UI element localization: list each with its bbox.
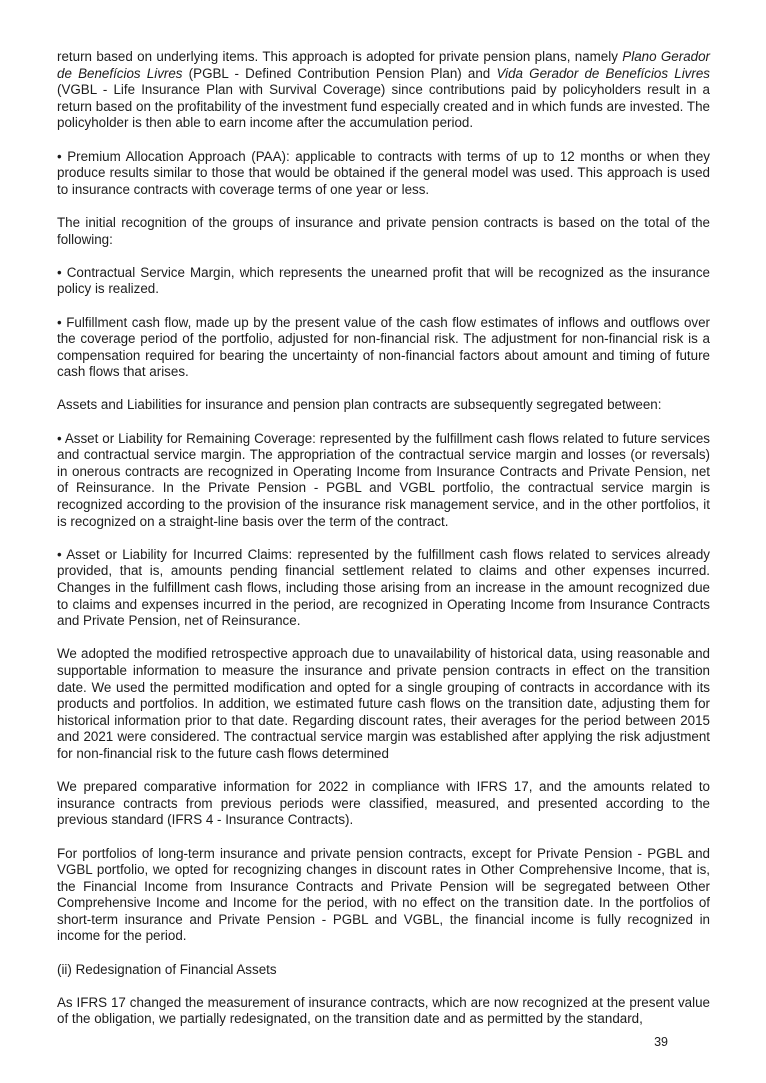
page-number: 39: [654, 1035, 668, 1049]
text-run: • Contractual Service Margin, which represents the unearned profit that will be recognized as the insurance policy is realized.: [57, 264, 710, 297]
paragraph: [57, 215, 710, 248]
paragraph: [57, 962, 710, 979]
paragraph: [57, 646, 710, 762]
text-run: The initial recognition of the groups of insurance and private pension contracts is based on the total of the following:: [57, 214, 710, 247]
text-run: • Asset or Liability for Incurred Claims: represented by the fulfillment cash flows related to services already provided, that is, amounts pending financial settlement related to claims and other expenses incurred. Changes in the fulfillment cash flows, including those arising from an increase in the amount recognized due to claims and expenses incurred in the period, are recognized in Operating Income from Insurance Contracts and Private Pension, net of Reinsurance.: [57, 546, 710, 629]
text-run: For portfolios of long-term insurance and private pension contracts, except for Private Pension - PGBL and VGBL portfolio, we opted for recognizing changes in discount rates in Other Comprehensive Income, that is, the Financial Income from Insurance Contracts and Private Pension will be segregated between Other Comprehensive Income and Income for the period, with no effect on the transition date. In the portfolios of short-term insurance and Private Pension - PGBL and VGBL, the financial income is fully recognized in income for the period.: [57, 845, 710, 944]
paragraph: [57, 265, 710, 298]
text-run: • Fulfillment cash flow, made up by the present value of the cash flow estimates of inflows and outflows over the coverage period of the portfolio, adjusted for non-financial risk. The adjustment for non-financial risk is a compensation required for bearing the uncertainty of non-financial factors about amount and timing of future cash flows that arises.: [57, 314, 710, 380]
paragraph: [57, 397, 710, 414]
text-run: Plano Gerador de Benefícios Livres: [57, 49, 710, 81]
text-run: (VGBL - Life Insurance Plan with Survival Coverage) since contributions paid by policyholders result in a return based on the profitability of the investment fund especially created and in which funds are invested. The policyholder is then able to earn income after the accumulation period.: [57, 82, 710, 131]
text-run: • Asset or Liability for Remaining Coverage: represented by the fulfillment cash flows related to future services and contractual service margin. The appropriation of the contractual service margin and losses (or reversals) in onerous contracts are recognized in Operating Income from Insurance Contracts and Private Pension, net of Reinsurance. In the Private Pension - PGBL and VGBL portfolio, the contractual service margin is recognized according to the provision of the insurance risk management service, and in the other portfolios, it is recognized on a straight-line basis over the term of the contract.: [57, 430, 710, 529]
text-run: We prepared comparative information for 2022 in compliance with IFRS 17, and the amounts related to insurance contracts from previous periods were classified, measured, and presented according to the previous standard (IFRS 4 - Insurance Contracts).: [57, 779, 710, 828]
text-run: We adopted the modified retrospective approach due to unavailability of historical data, using reasonable and supportable information to measure the insurance and private pension contracts in effect on the transition date. We used the permitted modification and opted for a single grouping of contracts in accordance with its products and portfolios. In addition, we estimated future cash flows on the transition date, adjusting them for historical information prior to that date. Regarding discount rates, their averages for the period between 2015 and 2021 were considered. The contractual service margin was established after applying the risk adjustment for non-financial risk to the future cash flows determined: [57, 646, 710, 761]
text-run: (PGBL - Defined Contribution Pension Plan) and: [182, 65, 497, 81]
text-run: Assets and Liabilities for insurance and pension plan contracts are subsequently segregated between:: [57, 397, 662, 413]
text-run: (ii) Redesignation of Financial Assets: [57, 961, 277, 977]
text-run: Vida Gerador de Benefícios Livres: [496, 65, 710, 81]
text-run: • Premium Allocation Approach (PAA): applicable to contracts with terms of up to 12 months or when they produce results similar to those that would be obtained if the general model was used. This approach is used to insurance contracts with coverage terms of one year or less.: [57, 148, 710, 197]
paragraph: [57, 431, 710, 531]
text-run: As IFRS 17 changed the measurement of insurance contracts, which are now recognized at the present value of the obligation, we partially redesignated, on the transition date and as permitted by the standard,: [57, 994, 710, 1027]
document-body: [57, 49, 710, 1028]
paragraph: [57, 995, 710, 1028]
text-run: return based on underlying items. This approach is adopted for private pension plans, namely: [57, 49, 623, 64]
paragraph: [57, 846, 710, 946]
paragraph: [57, 149, 710, 199]
paragraph: [57, 315, 710, 381]
paragraph: [57, 49, 710, 132]
paragraph: [57, 779, 710, 829]
paragraph: [57, 547, 710, 630]
